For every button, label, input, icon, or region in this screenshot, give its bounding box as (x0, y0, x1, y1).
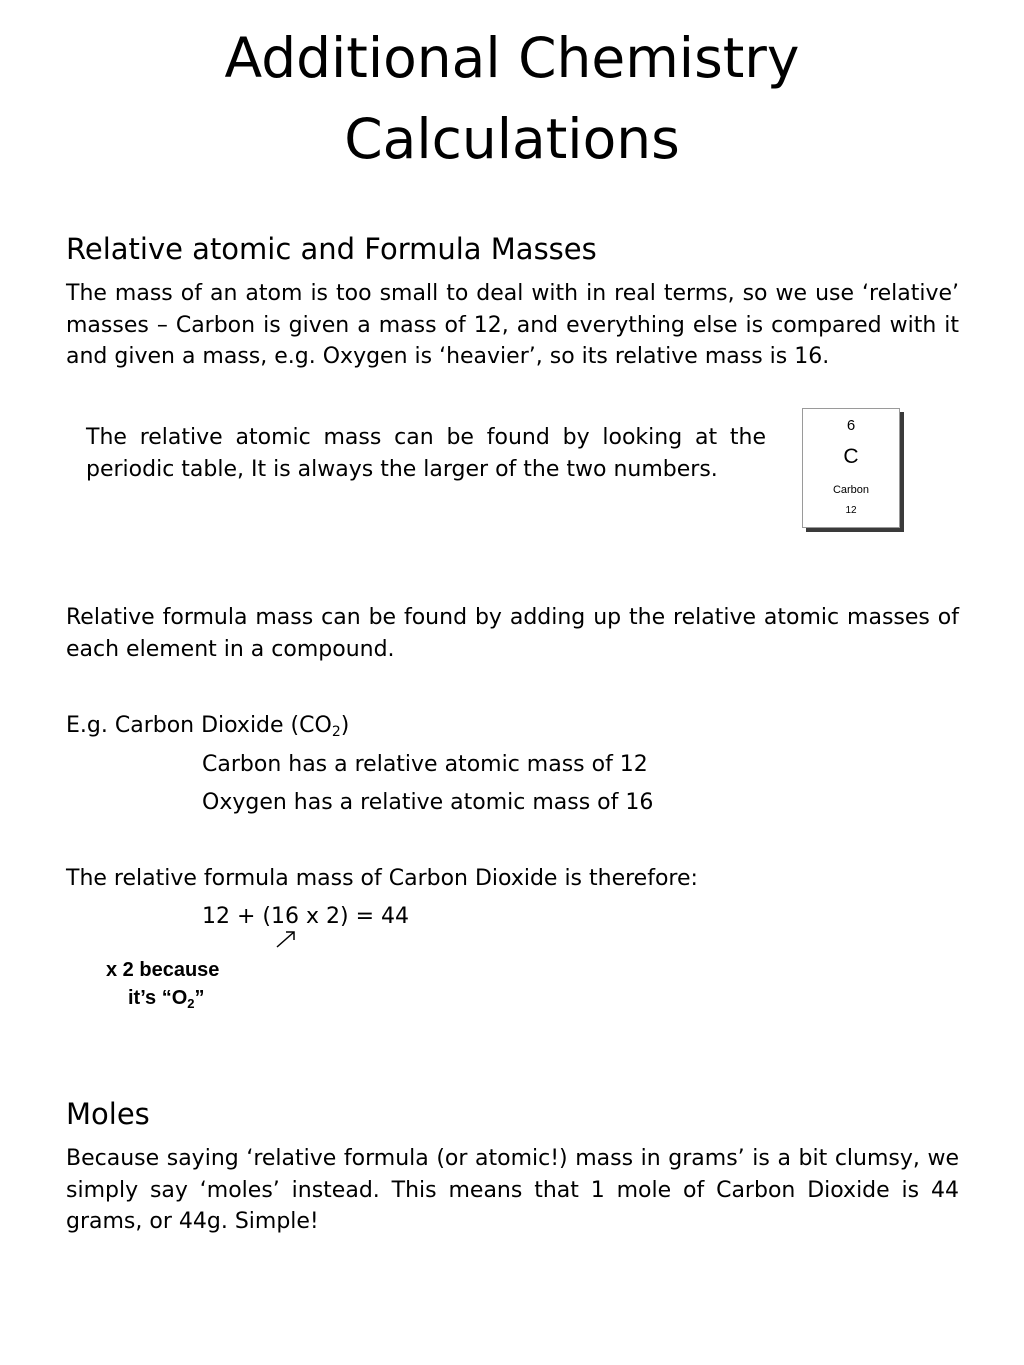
element-name: Carbon (832, 484, 870, 496)
example-intro-subscript: 2 (331, 724, 341, 740)
page-title (0, 18, 1024, 180)
carbon-element-tile (802, 408, 900, 528)
example-carbon-line: Carbon has a relative atomic mass of 12 (202, 752, 648, 777)
element-atomic-number: 6 (846, 417, 856, 434)
page-title-line-1: Additional Chemistry (224, 26, 800, 90)
example-intro-text: E.g. Carbon Dioxide (CO (66, 713, 332, 738)
note-line-2-text: it’s “O (128, 987, 188, 1009)
example-intro (66, 710, 349, 741)
element-symbol: C (843, 445, 859, 468)
arrow-up-right-icon (274, 928, 298, 950)
element-mass: 12 (845, 505, 857, 516)
note-line-2-end: ” (194, 987, 205, 1009)
page-title-line-2: Calculations (344, 107, 680, 171)
note-line-1: x 2 because (106, 959, 220, 981)
formula-mass-paragraph: Relative formula mass can be found by adding up the relative atomic masses of each element in a compound. (66, 605, 959, 662)
example-intro-end: ) (340, 713, 350, 738)
intro-paragraph: The mass of an atom is too small to deal with in real terms, so we use ‘relative’ masses – Carbon is given a mass of 12, and everything else is compared with it and given a mass, e.g. Oxygen is ‘heavier’, so its relative mass is 16. (66, 281, 959, 369)
example-oxygen-line: Oxygen has a relative atomic mass of 16 (202, 790, 654, 815)
section-heading-relative-masses: Relative atomic and Formula Masses (66, 232, 597, 266)
moles-paragraph: Because saying ‘relative formula (or atomic!) mass in grams’ is a bit clumsy, we simply say ‘moles’ instead. This means that 1 mole of Carbon Dioxide is 44 grams, or 44g. Simple! (66, 1146, 959, 1234)
periodic-table-paragraph: The relative atomic mass can be found by looking at the periodic table, It is always the larger of the two numbers. (86, 425, 766, 482)
equation: 12 + (16 x 2) = 44 (202, 904, 409, 929)
note-subscript: 2 (187, 996, 195, 1011)
result-intro: The relative formula mass of Carbon Dioxide is therefore: (66, 866, 698, 891)
note-line-2 (128, 984, 205, 1012)
section-heading-moles: Moles (66, 1097, 150, 1131)
